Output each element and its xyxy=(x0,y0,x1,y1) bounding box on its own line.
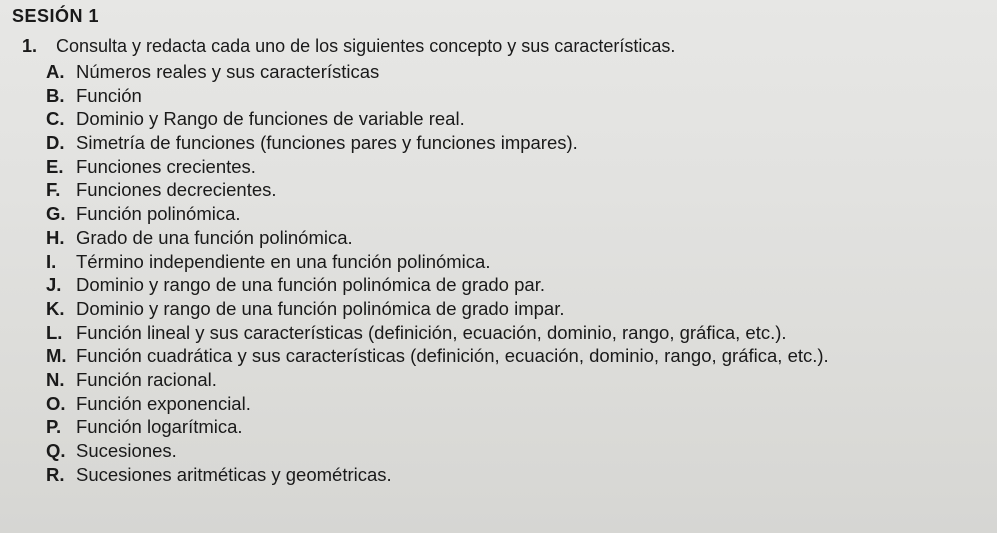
list-item xyxy=(46,392,829,416)
list-item xyxy=(46,250,829,274)
list-item xyxy=(46,178,829,202)
item-text: Término independiente en una función polinómica. xyxy=(76,250,491,272)
item-text: Sucesiones aritméticas y geométricas. xyxy=(76,463,392,485)
item-text: Función logarítmica. xyxy=(76,416,243,438)
item-text: Función racional. xyxy=(76,368,217,390)
list-item xyxy=(46,368,829,392)
list-item xyxy=(46,226,829,250)
question-1 xyxy=(22,36,675,57)
session-title: SESIÓN 1 xyxy=(12,6,100,26)
item-letter: G. xyxy=(46,203,66,225)
item-letter: R. xyxy=(46,463,65,485)
list-item xyxy=(46,344,829,368)
item-letter: J. xyxy=(46,274,62,296)
item-text: Funciones crecientes. xyxy=(76,155,256,177)
item-text: Función xyxy=(76,84,142,106)
item-letter: P. xyxy=(46,416,62,438)
item-letter: E. xyxy=(46,155,64,177)
item-text: Dominio y rango de una función polinómica de grado par. xyxy=(76,274,545,296)
list-item xyxy=(46,463,829,487)
item-letter: L. xyxy=(46,321,63,343)
item-letter: A. xyxy=(46,61,65,82)
list-item xyxy=(46,321,829,345)
list-item xyxy=(46,202,829,226)
question-text: Consulta y redacta cada uno de los siguientes concepto y sus características. xyxy=(56,36,676,56)
item-text: Función lineal y sus características (definición, ecuación, dominio, rango, gráfica, etc.). xyxy=(76,321,787,343)
item-letter: I. xyxy=(46,250,57,272)
item-letter: N. xyxy=(46,368,65,390)
item-letter: C. xyxy=(46,108,65,130)
list-item xyxy=(46,107,829,131)
item-text: Sucesiones. xyxy=(76,440,177,461)
list-item xyxy=(46,131,829,155)
item-text: Simetría de funciones (funciones pares y funciones impares). xyxy=(76,132,578,154)
item-letter: Q. xyxy=(46,440,66,461)
list-item xyxy=(46,273,829,297)
item-text: Dominio y rango de una función polinómica de grado impar. xyxy=(76,297,565,319)
item-text: Función exponencial. xyxy=(76,392,251,414)
item-text: Función cuadrática y sus características (definición, ecuación, dominio, rango, gráfica, etc.). xyxy=(76,345,829,367)
item-letter: O. xyxy=(46,392,66,414)
list-item xyxy=(46,60,829,84)
concept-list xyxy=(46,60,829,486)
list-item xyxy=(46,415,829,439)
item-letter: M. xyxy=(46,345,67,367)
list-item xyxy=(46,297,829,321)
list-item xyxy=(46,439,829,463)
list-item xyxy=(46,155,829,179)
question-number: 1. xyxy=(22,36,38,56)
item-letter: B. xyxy=(46,84,65,106)
item-text: Grado de una función polinómica. xyxy=(76,226,353,248)
item-text: Dominio y Rango de funciones de variable real. xyxy=(76,108,465,130)
item-text: Números reales y sus características xyxy=(76,61,380,82)
item-letter: F. xyxy=(46,179,61,201)
item-letter: D. xyxy=(46,132,65,154)
item-letter: H. xyxy=(46,226,65,248)
list-item xyxy=(46,84,829,108)
item-text: Funciones decrecientes. xyxy=(76,179,277,201)
item-letter: K. xyxy=(46,297,65,319)
item-text: Función polinómica. xyxy=(76,203,241,225)
